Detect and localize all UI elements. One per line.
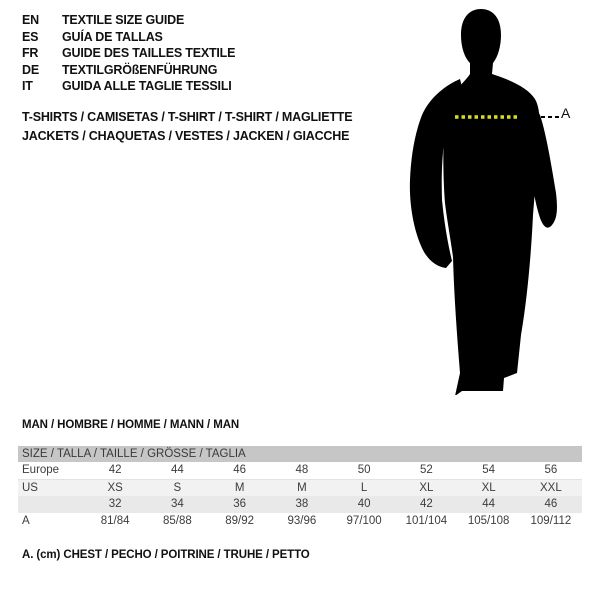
table-cell: 56 <box>544 464 558 476</box>
table-cell: XS <box>107 481 123 494</box>
table-cell: 52 <box>419 464 433 476</box>
man-silhouette-icon <box>400 5 575 395</box>
measure-label-a: A <box>561 105 571 121</box>
table-cell: 32 <box>108 498 122 510</box>
man-silhouette-figure <box>400 5 575 395</box>
table-cell: 46 <box>544 498 558 510</box>
language-row <box>22 45 235 62</box>
table-cell: XL <box>419 481 434 494</box>
table-row-label: Europe <box>22 464 60 476</box>
table-cell: 48 <box>295 464 309 476</box>
table-row-label <box>18 496 84 513</box>
table-cell: 81/84 <box>100 514 130 527</box>
garment-line: JACKETS / CHAQUETAS / VESTES / JACKEN / GIACCHE <box>22 128 350 143</box>
garment-types <box>22 108 352 145</box>
table-cell: 42 <box>419 498 433 510</box>
table-cell: 34 <box>170 498 184 510</box>
section-title-man: MAN / HOMBRE / HOMME / MANN / MAN <box>22 419 240 431</box>
size-table <box>18 446 582 529</box>
table-cell: 93/96 <box>287 514 317 527</box>
language-label: GUIDA ALLE TAGLIE TESSILI <box>62 79 232 94</box>
table-cell: M <box>234 481 245 494</box>
footnote-chest: A. (cm) CHEST / PECHO / POITRINE / TRUHE / PETTO <box>22 549 310 561</box>
table-row <box>18 462 582 480</box>
table-cell: XXL <box>540 481 562 494</box>
language-label: GUIDE DES TAILLES TEXTILE <box>62 46 236 61</box>
language-code: ES <box>22 29 39 44</box>
language-row <box>22 78 235 95</box>
table-row <box>18 480 582 497</box>
table-row-label: A <box>22 514 30 527</box>
table-cell: XL <box>481 481 496 494</box>
table-cell: 97/100 <box>346 514 382 527</box>
table-row-label: US <box>22 481 38 494</box>
table-cell: 44 <box>170 464 184 476</box>
table-cell: 89/92 <box>225 514 255 527</box>
table-cell: 42 <box>108 464 122 476</box>
language-row <box>22 62 235 79</box>
table-cell: 85/88 <box>162 514 192 527</box>
language-label: GUÍA DE TALLAS <box>62 29 163 44</box>
language-code: EN <box>22 13 39 27</box>
language-list <box>22 12 235 95</box>
table-cell: L <box>360 481 368 494</box>
language-row <box>22 29 235 46</box>
table-cell: M <box>297 481 307 494</box>
table-cell: 44 <box>482 498 496 510</box>
table-row <box>18 496 582 513</box>
language-row <box>22 12 235 29</box>
size-table-header: SIZE / TALLA / TAILLE / GRÖSSE / TAGLIA <box>18 446 582 462</box>
language-code: DE <box>22 62 39 77</box>
language-label: TEXTILE SIZE GUIDE <box>62 13 185 27</box>
table-cell: 46 <box>233 464 247 476</box>
table-cell: S <box>173 481 182 494</box>
table-cell: 101/104 <box>405 514 448 527</box>
language-label: TEXTILGRÖßENFÜHRUNG <box>62 62 218 77</box>
table-cell: 105/108 <box>467 514 510 527</box>
table-cell: 38 <box>295 498 309 510</box>
table-row <box>18 513 582 530</box>
table-cell: 40 <box>357 498 371 510</box>
language-code: IT <box>22 79 33 94</box>
garment-line: T-SHIRTS / CAMISETAS / T-SHIRT / T-SHIRT / MAGLIETTE <box>22 110 353 124</box>
language-code: FR <box>22 46 39 61</box>
table-cell: 109/112 <box>530 514 572 527</box>
table-cell: 36 <box>233 498 247 510</box>
table-cell: 50 <box>357 464 371 476</box>
table-cell: 54 <box>482 464 496 476</box>
